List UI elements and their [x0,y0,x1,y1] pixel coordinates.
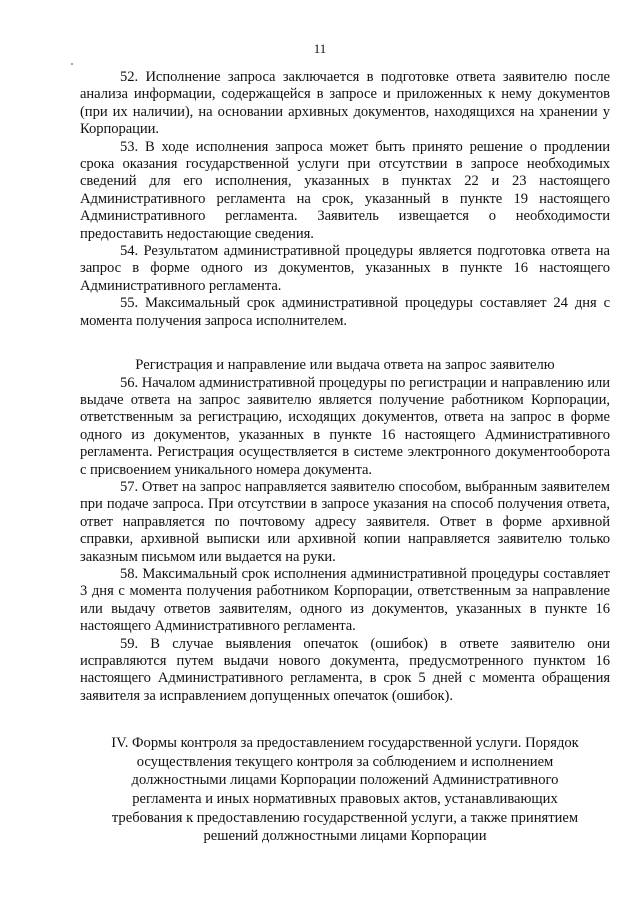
scan-speck [71,63,73,65]
paragraph-59: 59. В случае выявления опечаток (ошибок) в ответе заявителю они исправляются путем выдачи нового документа, предусмотренного пунктом 16 настоящего Административного регламента, в срок 5 дней с момента обращения заявителя за исправлением допущенных опечаток (ошибок). [80,635,610,704]
section-heading-iv: IV. Формы контроля за предоставлением государственной услуги. Порядок осуществления текущего контроля за соблюдением и исполнением должностными лицами Корпорации положений Административного регламента и иных нормативных правовых актов, устанавливающих требования к предоставлению государственной услуги, а также принятием решений должностными лицами Корпорации [111,735,579,845]
paragraph-58: 58. Максимальный срок исполнения административной процедуры составляет 3 дня с момента получения работником Корпорации, ответственным за направление или выдачу ответов заявителям, одного из документов, указанных в пункте 16 настоящего Административного регламента. [80,565,610,635]
paragraph-56: 56. Началом административной процедуры по регистрации и направлению или выдаче ответа на запрос заявителю является получение работником Корпорации, ответственным за регистрацию, исходящих документов, ответа на запрос в форме одного из документов, указанных в пункте 16 настоящего Административного регламента. Регистрация осуществляется в системе электронного документооборота с присвоением уникального номера документа. [80,374,610,478]
paragraph-54: 54. Результатом административной процедуры является подготовка ответа на запрос в форме одного из документов, указанных в пункте 16 настоящего Административного регламента. [80,243,610,294]
paragraph-52: 52. Исполнение запроса заключается в подготовке ответа заявителю после анализа информации, содержащейся в запросе и приложенных к нему документов (при их наличии), на основании архивных документов, находящихся на хранении у Корпорации. [80,69,610,138]
paragraph-55: 55. Максимальный срок административной процедуры составляет 24 дня с момента получения запроса исполнителем. [80,295,610,329]
page-number: 11 [313,41,327,56]
section-heading-registration: Регистрация и направление или выдача ответа на запрос заявителю [135,357,555,374]
paragraph-53: 53. В ходе исполнения запроса может быть принято решение о продлении срока оказания государственной услуги при отсутствии в запросе необходимых сведений для его исполнения, указанных в пунктах 22 и 23 настоящего Административного регламента на срок, указанный в пункте 19 настоящего Административного регламента. Заявитель извещается о необходимости предоставить недостающие сведения. [80,138,610,242]
paragraph-57: 57. Ответ на запрос направляется заявителю способом, выбранным заявителем при подаче запроса. При отсутствии в запросе указания на способ получения ответа, ответ направляется по почтовому адресу заявителя. Ответ в форме архивной справки, архивной выписки или архивной копии направляется заявителю только заказным письмом или выдается на руки. [80,478,610,565]
document-body [80,69,610,846]
